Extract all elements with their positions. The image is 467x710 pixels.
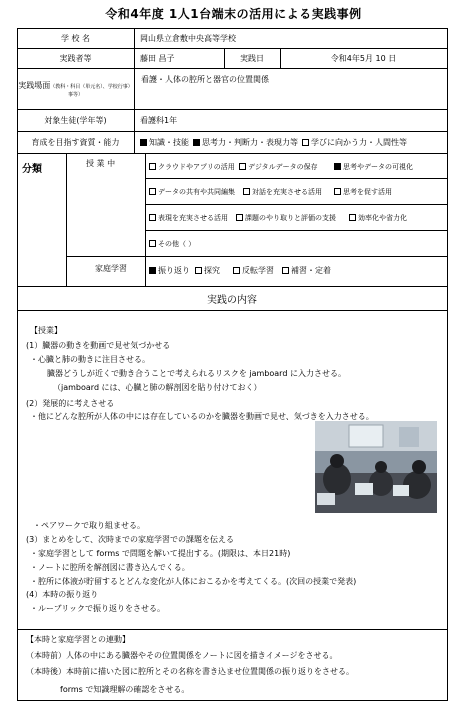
option-label: デジタルデータの保存	[248, 163, 318, 171]
in-class-option	[334, 187, 392, 197]
content-line: ・ルーブリックで振り返りをさせる。	[30, 604, 165, 613]
in-class-option	[334, 162, 413, 172]
checkbox-icon	[282, 267, 289, 274]
home-option	[149, 265, 190, 276]
content-line: ・ノートに腔所を解剖図に書き込んでくる。	[30, 563, 190, 572]
content-line: (3）まとめをして、次時までの家庭学習での課題を伝える	[26, 535, 235, 544]
option-label: 振り返り	[158, 266, 190, 275]
checkbox-icon	[334, 188, 341, 195]
ability-option: 学びに向かう力・人間性等	[302, 137, 407, 148]
checkbox-icon	[302, 139, 309, 146]
checkbox-icon	[334, 163, 341, 170]
link-line: forms で知識理解の確認をさせる。	[60, 685, 190, 694]
link-line: （本時前）人体の中にある臓器やその位置関係をノートに図を描きイメージをさせる。	[26, 651, 338, 660]
in-class-label: 授 業 中	[86, 159, 116, 168]
link-line: （本時後）本時前に描いた図に腔所とその名称を書き込ませ位置関係の振り返りをさせる。	[26, 667, 354, 676]
abilities-options	[134, 131, 447, 153]
practitioner-label: 実践者等	[59, 53, 92, 63]
content-line: ・心臓と肺の動きに注目させる。	[30, 355, 150, 364]
in-class-option	[243, 187, 322, 197]
option-label: クラウドやアプリの活用	[158, 163, 235, 171]
checkbox-icon	[149, 163, 156, 170]
home-study-label: 家庭学習	[95, 264, 127, 273]
content-line: ・腔所に体液が貯留するとどんな変化が人体におこるかを考えてくる。(次回の授業で発表)	[30, 577, 357, 586]
checkbox-icon	[193, 139, 200, 146]
ability-option: 知識・技能	[140, 137, 189, 148]
in-class-option	[349, 213, 407, 223]
checkbox-icon	[236, 214, 243, 221]
option-label: 思考を促す活用	[343, 188, 392, 196]
option-label: その他（ ）	[158, 240, 196, 248]
target-value: 看護科1年	[140, 115, 178, 125]
option-label: 探究	[204, 266, 220, 275]
in-class-option	[149, 162, 235, 172]
option-label: データの共有や共同編集	[158, 188, 235, 196]
content-line: (1）臓器の動きを動画で見せ気づかせる	[26, 341, 171, 350]
content-line: ・ペアワークで取り組ませる。	[33, 521, 145, 530]
school-value: 岡山県立倉敷中央高等学校	[140, 33, 236, 43]
checkbox-icon	[239, 163, 246, 170]
content-line: 臓器どうしが近くで動き合うことで考えられるリスクを jamboard に入力させる。	[47, 369, 346, 378]
checkbox-icon	[149, 214, 156, 221]
checkbox-icon	[233, 267, 240, 274]
content-line: 【授業】	[30, 326, 62, 335]
date-label: 実践日	[240, 53, 264, 63]
option-label: 表現を充実させる活用	[158, 214, 228, 222]
option-label: 反転学習	[242, 266, 274, 275]
checkbox-icon	[149, 267, 156, 274]
checkbox-icon	[195, 267, 202, 274]
scene-value: 看護・人体の腔所と器官の位置関係	[141, 75, 269, 84]
checkbox-icon	[149, 188, 156, 195]
in-class-option	[149, 187, 235, 197]
option-label: 対話を充実させる活用	[252, 188, 322, 196]
link-heading: 【本時と家庭学習との連動】	[26, 635, 130, 644]
home-option	[195, 265, 220, 276]
content-line: （jamboard には、心臓と肺の解剖図を貼り付けておく）	[53, 383, 262, 392]
option-label: 課題のやり取りと評価の支援	[245, 214, 336, 222]
checkbox-icon	[243, 188, 250, 195]
content-line: ・他にどんな腔所が人体の中には存在しているのかを臓器を動画で見せ、気づきを入力させる。	[30, 412, 374, 421]
page-title: 令和4年度 1人1台端末の活用による実践事例	[105, 7, 362, 21]
checkbox-icon	[149, 240, 156, 247]
date-value: 令和4年5月 10 日	[330, 53, 397, 63]
in-class-option	[149, 239, 195, 249]
in-class-option	[239, 162, 318, 172]
ability-option: 思考力・判断力・表現力等	[193, 137, 298, 148]
option-label: 効率化や省力化	[358, 214, 407, 222]
content-line: (2）発展的に考えさせる	[26, 399, 115, 408]
content-line: ・家庭学習として forms で問題を解いて提出する。(期限は、本日21時)	[30, 549, 291, 558]
scene-label-note: （教科・科目（単元名）、学校行事）	[50, 83, 133, 90]
scene-label: 実践場面	[18, 80, 51, 90]
home-option	[233, 265, 274, 276]
checkbox-icon	[140, 139, 147, 146]
content-heading: 実践の内容	[207, 294, 257, 306]
scene-label-cell: 実践場面（教科・科目（単元名）、学校行事） 事等）	[18, 80, 133, 98]
classroom-photo	[315, 421, 437, 513]
option-label: 思考やデータの可視化	[343, 163, 413, 171]
home-option	[282, 265, 331, 276]
content-line: (4）本時の振り返り	[26, 590, 99, 599]
in-class-option	[149, 213, 228, 223]
school-label: 学 校 名	[60, 33, 91, 43]
abilities-label: 育成を目指す資質・能力	[31, 137, 120, 147]
option-label: 補習・定着	[291, 266, 331, 275]
classification-label: 分類	[22, 164, 42, 175]
checkbox-icon	[349, 214, 356, 221]
in-class-option	[236, 213, 336, 223]
practitioner-value: 藤田 昌子	[140, 53, 175, 63]
target-label: 対象生徒(学年等)	[44, 115, 107, 125]
